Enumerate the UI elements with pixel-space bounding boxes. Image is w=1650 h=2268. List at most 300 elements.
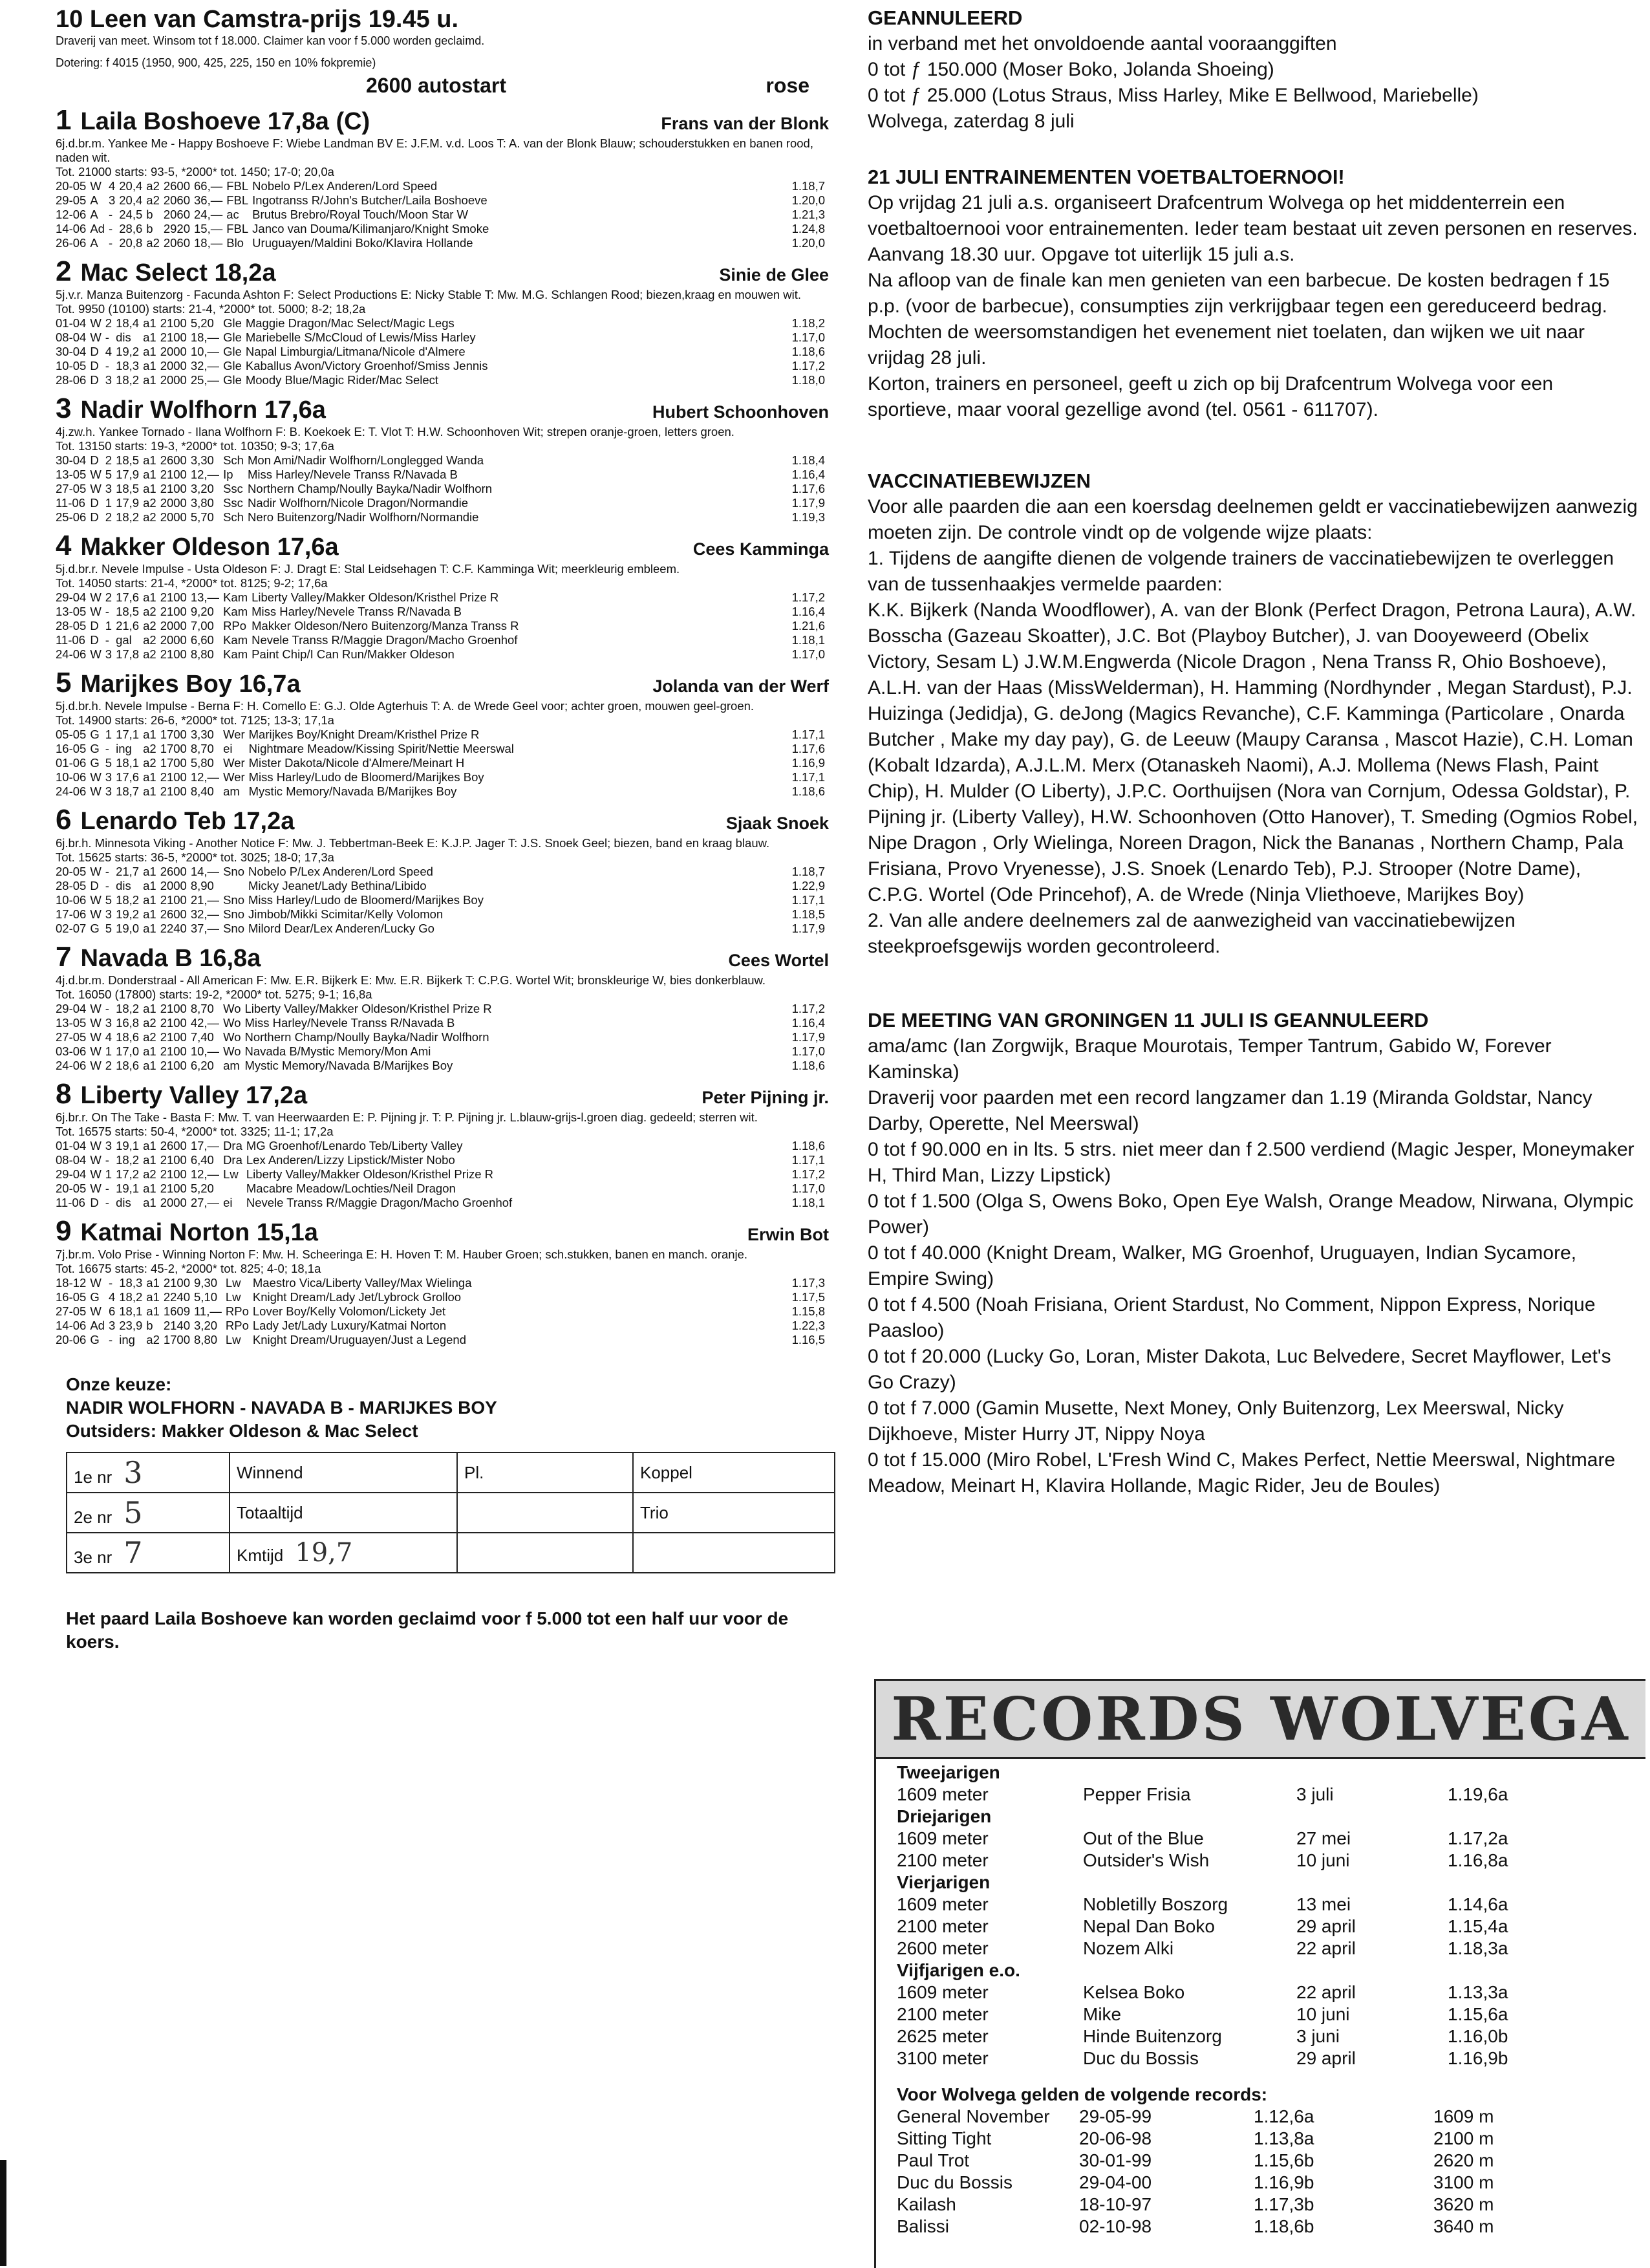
form-cell: Kaballus Avon/Victory Groenhof/Smiss Jennis xyxy=(245,359,488,373)
track-record-cell: 2620 m xyxy=(1433,2150,1494,2170)
horse-header xyxy=(56,1215,829,1247)
track-record-cell: 18-10-97 xyxy=(1079,2194,1152,2214)
form-cell: 6,60 xyxy=(190,633,214,647)
horse-name: Liberty Valley 17,2a xyxy=(80,1082,308,1109)
form-cell: 10-06 xyxy=(56,893,87,907)
form-cell: 14-06 xyxy=(56,222,87,235)
form-cell: 18,3 xyxy=(116,359,140,373)
form-cell: ei xyxy=(223,1196,233,1209)
form-row xyxy=(56,605,829,619)
form-cell: W xyxy=(90,1044,102,1058)
form-cell: - xyxy=(108,1333,113,1346)
track-record-cell: 1.15,6b xyxy=(1254,2150,1314,2170)
records-cell: 1.18,3a xyxy=(1448,1938,1508,1958)
race-conditions: Draverij van meet. Winsom tot f 18.000. Claimer kan voor f 5.000 worden geclaimd. xyxy=(56,34,485,47)
form-table xyxy=(56,865,829,936)
form-cell: Wer xyxy=(223,756,245,770)
form-cell: b xyxy=(146,208,153,221)
form-cell: Wo xyxy=(223,1002,241,1015)
form-cell: 18,2 xyxy=(116,1002,140,1015)
form-cell: Gle xyxy=(223,330,242,344)
form-row xyxy=(56,742,829,756)
form-cell: 1.19,3 xyxy=(791,510,825,524)
form-cell: 12,— xyxy=(190,770,220,784)
form-cell: 1.17,1 xyxy=(791,1153,825,1167)
form-cell: 2 xyxy=(105,453,112,467)
form-cell: a1 xyxy=(143,330,156,344)
form-cell: W xyxy=(90,330,102,344)
form-cell: Marijkes Boy/Knight Dream/Kristhel Prize R xyxy=(248,728,480,741)
form-cell: 1.16,5 xyxy=(791,1333,825,1346)
track-record-cell: 29-05-99 xyxy=(1079,2106,1152,2126)
bet-koppel-cell: Koppel xyxy=(633,1453,835,1493)
form-cell: 2100 xyxy=(160,784,187,798)
records-cell: 1.16,8a xyxy=(1448,1850,1508,1870)
horse-name: Katmai Norton 15,1a xyxy=(80,1219,318,1246)
horse-totals: Tot. 13150 starts: 19-3, *2000* tot. 10350; 9-3; 17,6a xyxy=(56,439,334,453)
form-cell: 15,— xyxy=(194,222,223,235)
form-cell: 10-05 xyxy=(56,359,87,373)
records-group xyxy=(897,1960,1645,2069)
form-cell: 1.17,0 xyxy=(791,1182,825,1195)
records-banner-text: RECORDS WOLVEGA xyxy=(891,1684,1631,1754)
track-record-cell: Kailash xyxy=(897,2194,956,2214)
bet-pos-cell[interactable] xyxy=(67,1533,230,1573)
form-cell: 17,6 xyxy=(116,770,140,784)
form-cell: 17,9 xyxy=(116,468,140,481)
form-cell: RPo xyxy=(225,1304,249,1318)
form-row xyxy=(56,1139,829,1153)
form-cell: 2 xyxy=(105,590,112,604)
form-cell: 10,— xyxy=(190,1044,220,1058)
form-cell: 28-06 xyxy=(56,373,87,387)
form-cell: RPo xyxy=(225,1319,249,1332)
form-cell: 1.17,6 xyxy=(791,482,825,495)
form-cell: 30-04 xyxy=(56,453,87,467)
form-row xyxy=(56,784,829,799)
form-cell: 2100 xyxy=(160,1153,187,1167)
records-group xyxy=(897,1762,1645,1806)
form-cell: 17,9 xyxy=(116,496,140,510)
records-cell: 1609 meter xyxy=(897,1828,989,1848)
form-cell: 3 xyxy=(105,482,112,495)
form-cell: Ssc xyxy=(223,496,243,510)
form-cell: G xyxy=(90,728,100,741)
form-cell: 5 xyxy=(105,922,112,935)
horse-number: 4 xyxy=(56,530,72,561)
bet-pl-cell: Pl. xyxy=(457,1453,633,1493)
records-cell: Nepal Dan Boko xyxy=(1083,1916,1215,1936)
track-record-cell: 29-04-00 xyxy=(1079,2172,1152,2192)
form-cell: Mystic Memory/Navada B/Marijkes Boy xyxy=(248,784,457,798)
records-cell: 1609 meter xyxy=(897,1982,989,2002)
form-cell: 1.17,0 xyxy=(791,1044,825,1058)
form-cell: - xyxy=(105,605,109,618)
form-cell: 1.16,4 xyxy=(791,605,825,618)
form-row xyxy=(56,1333,829,1347)
form-cell: - xyxy=(105,1196,109,1209)
horse-number: 2 xyxy=(56,255,72,287)
horse-entry xyxy=(56,804,829,936)
race-distance-row xyxy=(366,74,809,98)
form-cell: 2060 xyxy=(163,236,191,250)
horse-info: 6j.br.r. On The Take - Basta F: Mw. T. van Heerwaarden E: P. Pijning jr. T: P. Pijning jr. L.blauw-grijs-l.groen diag. gedeeld; sterren wit. xyxy=(56,1110,758,1124)
form-cell: 01-06 xyxy=(56,756,87,770)
form-row xyxy=(56,316,829,330)
form-cell: dis xyxy=(116,1196,131,1209)
form-cell: Uruguayen/Maldini Boko/Klavira Hollande xyxy=(252,236,473,250)
records-category: Driejarigen xyxy=(897,1806,992,1826)
form-cell: 3 xyxy=(105,784,112,798)
form-cell: 2600 xyxy=(163,179,191,193)
form-cell: 11-06 xyxy=(56,1196,85,1209)
bet-pos-cell[interactable] xyxy=(67,1493,230,1533)
form-cell: 17,6 xyxy=(116,590,140,604)
form-cell: 3 xyxy=(108,1319,116,1332)
horse-number: 5 xyxy=(56,667,72,698)
horse-driver: Hubert Schoonhoven xyxy=(652,402,829,422)
form-cell: 29-05 xyxy=(56,193,87,207)
form-cell: Macabre Meadow/Lochties/Neil Dragon xyxy=(246,1182,456,1195)
form-cell: a1 xyxy=(143,1182,156,1195)
form-cell: Wer xyxy=(223,728,245,741)
form-cell: 1.18,7 xyxy=(791,865,825,878)
form-cell: D xyxy=(90,359,99,373)
form-cell: A xyxy=(90,236,98,250)
horse-header xyxy=(56,667,829,699)
form-cell: 2100 xyxy=(160,1002,187,1015)
vaccinatie-title: VACCINATIEBEWIJZEN xyxy=(868,470,1091,492)
form-cell: Milord Dear/Lex Anderen/Lucky Go xyxy=(248,922,434,935)
form-cell: ing xyxy=(116,742,132,755)
form-row xyxy=(56,770,829,784)
horse-header xyxy=(56,104,829,136)
form-cell: 17-06 xyxy=(56,907,87,921)
horse-name: Nadir Wolfhorn 17,6a xyxy=(80,396,326,424)
choice-label: Onze keuze: xyxy=(66,1374,172,1394)
form-cell: 2140 xyxy=(163,1319,191,1332)
records-cell: Nobletilly Boszorg xyxy=(1083,1894,1228,1914)
form-cell: W xyxy=(90,179,102,193)
form-cell: - xyxy=(108,222,113,235)
records-cell: 27 mei xyxy=(1296,1828,1351,1848)
form-cell: Wo xyxy=(223,1044,241,1058)
groningen-line: 0 tot f 4.500 (Noah Frisiana, Orient Stardust, No Comment, Nippon Express, Norique Paasloo) xyxy=(868,1294,1596,1341)
form-cell: 1 xyxy=(105,496,112,510)
form-cell: - xyxy=(105,1153,109,1167)
records-body xyxy=(876,1759,1645,2238)
form-cell: 2 xyxy=(105,316,112,330)
form-cell: 1.18,7 xyxy=(791,179,825,193)
form-cell: W xyxy=(90,590,102,604)
records-row xyxy=(897,2003,1577,2025)
form-cell: 2240 xyxy=(160,922,187,935)
form-cell: Knight Dream/Lady Jet/Lybrock Grolloo xyxy=(252,1290,462,1304)
form-cell: a1 xyxy=(143,922,156,935)
form-cell: 18,6 xyxy=(116,1030,140,1044)
form-cell: a1 xyxy=(146,1304,160,1318)
form-cell: Sno xyxy=(223,922,244,935)
form-row xyxy=(56,345,829,359)
groningen-line: ama/amc (Ian Zorgwijk, Braque Mourotais, Temper Tantrum, Gabido W, Forever Kaminska) xyxy=(868,1035,1552,1083)
form-cell: 8,70 xyxy=(190,742,214,755)
form-cell: Ssc xyxy=(223,482,243,495)
bet-trio-cell: Trio xyxy=(633,1493,835,1533)
form-table xyxy=(56,1139,829,1210)
form-cell: Lw xyxy=(223,1167,239,1181)
form-cell: 2100 xyxy=(160,316,187,330)
form-cell: Miss Harley/Nevele Transs R/Navada B xyxy=(252,605,462,618)
track-record-cell: Paul Trot xyxy=(897,2150,970,2170)
form-cell: 3 xyxy=(105,647,112,661)
handwritten-kmtijd: 19,7 xyxy=(295,1538,353,1568)
form-cell: 2100 xyxy=(160,1167,187,1181)
form-cell: 2100 xyxy=(160,893,187,907)
form-cell: D xyxy=(90,1196,99,1209)
form-cell: 27-05 xyxy=(56,1030,87,1044)
records-cell: 22 april xyxy=(1296,1982,1356,2002)
form-cell: gal xyxy=(116,633,132,647)
form-cell: Ingotranss R/John's Butcher/Laila Boshoeve xyxy=(252,193,488,207)
form-cell: 2100 xyxy=(160,1182,187,1195)
form-row xyxy=(56,373,829,387)
records-cell: 2100 meter xyxy=(897,2004,989,2024)
track-record-cell: 3620 m xyxy=(1433,2194,1494,2214)
bet-empty-cell xyxy=(457,1533,633,1573)
form-cell: FBL xyxy=(226,179,249,193)
horse-name: Navada B 16,8a xyxy=(80,945,261,972)
horse-number: 6 xyxy=(56,804,72,836)
form-cell: D xyxy=(90,633,99,647)
horse-driver: Sjaak Snoek xyxy=(725,814,829,833)
form-cell: - xyxy=(105,1002,109,1015)
form-cell: 1.18,4 xyxy=(791,453,825,467)
form-cell: D xyxy=(90,619,99,632)
form-cell: 2100 xyxy=(160,1044,187,1058)
form-cell: 30-04 xyxy=(56,345,87,358)
form-cell: Micky Jeanet/Lady Bethina/Libido xyxy=(248,879,427,892)
horse-name-line xyxy=(56,667,301,699)
form-cell: 16,8 xyxy=(116,1016,140,1030)
horse-totals: Tot. 15625 starts: 36-5, *2000* tot. 3025; 18-0; 17,3a xyxy=(56,850,334,864)
horse-number: 9 xyxy=(56,1215,72,1247)
form-row xyxy=(56,633,829,647)
records-row xyxy=(897,1982,1577,2003)
form-cell: 3,20 xyxy=(190,482,214,495)
horse-name-line xyxy=(56,1215,318,1247)
form-cell: a2 xyxy=(146,193,160,207)
track-record-cell: 1.16,9b xyxy=(1254,2172,1314,2192)
form-cell: FBL xyxy=(226,222,249,235)
form-cell: 8,70 xyxy=(190,1002,214,1015)
groningen-title: DE MEETING VAN GRONINGEN 11 JULI IS GEANNULEERD xyxy=(868,1009,1429,1031)
form-cell: 4 xyxy=(108,179,116,193)
records-cell: 1.13,3a xyxy=(1448,1982,1508,2002)
form-cell: Makker Oldeson/Nero Buitenzorg/Manza Transs R xyxy=(252,619,519,632)
form-cell: 4 xyxy=(105,345,112,358)
records-cell: 2625 meter xyxy=(897,2026,989,2046)
form-cell: 24,— xyxy=(194,208,223,221)
form-cell: 1.21,3 xyxy=(791,208,825,221)
form-cell: 10,— xyxy=(190,345,220,358)
bet-row xyxy=(67,1533,835,1573)
form-table xyxy=(56,1002,829,1073)
form-cell: a1 xyxy=(143,784,156,798)
form-cell: Jimbob/Mikki Scimitar/Kelly Volomon xyxy=(248,907,444,921)
records-row xyxy=(897,1850,1577,1872)
horse-header xyxy=(56,804,829,836)
form-cell: 20,4 xyxy=(119,179,143,193)
form-row xyxy=(56,222,829,236)
form-cell: 12-06 xyxy=(56,208,87,221)
form-cell: Kam xyxy=(223,605,248,618)
form-cell: Knight Dream/Uruguayen/Just a Legend xyxy=(252,1333,466,1346)
form-cell: 24,5 xyxy=(119,208,143,221)
form-cell: 27-05 xyxy=(56,1304,87,1318)
form-cell: Nobelo P/Lex Anderen/Lord Speed xyxy=(248,865,433,878)
form-cell: a2 xyxy=(143,1016,156,1030)
form-cell: D xyxy=(90,496,99,510)
form-cell: 13-05 xyxy=(56,468,87,481)
form-cell: 2000 xyxy=(160,510,187,524)
form-cell: 02-07 xyxy=(56,922,87,935)
form-cell: Liberty Valley/Makker Oldeson/Kristhel Prize R xyxy=(244,1002,492,1015)
form-cell: 8,80 xyxy=(194,1333,218,1346)
form-row xyxy=(56,193,829,208)
form-cell: 1.15,8 xyxy=(791,1304,825,1318)
form-cell: a2 xyxy=(143,510,156,524)
form-cell: 18,4 xyxy=(116,316,140,330)
form-cell: 18,1 xyxy=(116,756,140,770)
horse-totals: Tot. 16675 starts: 45-2, *2000* tot. 825; 4-0; 18,1a xyxy=(56,1262,321,1275)
bet-type-cell[interactable] xyxy=(230,1533,457,1573)
form-cell: 6 xyxy=(108,1304,116,1318)
form-cell: Kam xyxy=(223,647,248,661)
form-cell: Lw xyxy=(225,1333,241,1346)
form-cell: Janco van Douma/Kilimanjaro/Knight Smoke xyxy=(252,222,489,235)
bet-row xyxy=(67,1493,835,1533)
form-cell: 3 xyxy=(108,193,116,207)
form-cell: 16-05 xyxy=(56,1290,87,1304)
track-record-cell: Balissi xyxy=(897,2216,949,2236)
records-category: Tweejarigen xyxy=(897,1762,1000,1782)
form-cell: 17,8 xyxy=(116,647,140,661)
form-cell: 2600 xyxy=(160,865,187,878)
form-row xyxy=(56,510,829,524)
form-row xyxy=(56,1002,829,1016)
bet-pos-cell[interactable] xyxy=(67,1453,230,1493)
form-cell: W xyxy=(90,893,102,907)
form-cell xyxy=(223,879,248,893)
form-cell: 18,2 xyxy=(119,1290,143,1304)
form-cell: W xyxy=(90,647,102,661)
form-cell: 3,30 xyxy=(190,453,214,467)
form-row xyxy=(56,1304,829,1319)
form-cell: Nadir Wolfhorn/Nicole Dragon/Normandie xyxy=(247,496,468,510)
form-cell: a1 xyxy=(143,865,156,878)
records-groups xyxy=(897,1762,1645,2069)
vaccinatie-paragraph: Voor alle paarden die aan een koersdag deelnemen geldt er vaccinatiebewijzen aanwezig moeten zijn. De controle vindt op de volgende wijze plaats: xyxy=(868,496,1638,543)
form-cell: D xyxy=(90,453,99,467)
form-row xyxy=(56,756,829,770)
form-cell: W xyxy=(90,1002,102,1015)
track-record-row xyxy=(897,2150,1563,2172)
form-cell: 1.16,4 xyxy=(791,468,825,481)
form-cell: 1609 xyxy=(163,1304,191,1318)
horse-info: 5j.d.br.h. Nevele Impulse - Berna F: H. Comello E: G.J. Olde Agterhuis T: A. de Wrede Geel voor; achter groen, mouwen geel-groen. xyxy=(56,699,755,713)
form-cell: Gle xyxy=(223,316,242,330)
form-cell: 2600 xyxy=(160,907,187,921)
form-cell: 1 xyxy=(105,619,112,632)
form-cell: 1.17,6 xyxy=(791,742,825,755)
groningen-line: 0 tot f 15.000 (Miro Robel, L'Fresh Wind C, Makes Perfect, Nettie Meerswal, Nightmare Meadow, Meinart H, Klavira Hollande, Magic Rider, Jeu de Boules) xyxy=(868,1449,1616,1496)
form-cell: 1.18,1 xyxy=(791,633,825,647)
horse-header xyxy=(56,530,829,562)
records-row xyxy=(897,1938,1577,1960)
form-cell: 1.18,1 xyxy=(791,1196,825,1209)
track-record-cell: 1609 m xyxy=(1433,2106,1494,2126)
records-cell: 2600 meter xyxy=(897,1938,989,1958)
form-row xyxy=(56,1319,829,1333)
handwritten-number: 7 xyxy=(123,1535,143,1570)
form-cell: G xyxy=(90,742,100,755)
bet-empty-cell xyxy=(633,1533,835,1573)
form-row xyxy=(56,619,829,633)
form-cell: W xyxy=(90,770,102,784)
form-cell: Napal Limburgia/Litmana/Nicole d'Almere xyxy=(245,345,466,358)
form-row xyxy=(56,496,829,510)
records-row xyxy=(897,1784,1577,1806)
form-cell: 1.22,3 xyxy=(791,1319,825,1332)
form-cell: Lw xyxy=(225,1276,241,1290)
records-cell: 1.16,0b xyxy=(1448,2026,1508,2046)
vaccinatie-paragraph: 2. Van alle andere deelnemers zal de aanwezigheid van vaccinatiebewijzen steekproefsgewijs worden gecontroleerd. xyxy=(868,910,1516,957)
form-row xyxy=(56,1016,829,1030)
form-cell: 1.24,8 xyxy=(791,222,825,235)
horse-name: Lenardo Teb 17,2a xyxy=(80,808,295,835)
form-cell: Wer xyxy=(223,770,245,784)
form-cell: 6,40 xyxy=(190,1153,214,1167)
horse-entry xyxy=(56,104,829,250)
track-record-cell: 20-06-98 xyxy=(1079,2128,1152,2148)
notices-column xyxy=(868,5,1641,1499)
form-cell: W xyxy=(90,1182,102,1195)
form-cell: a2 xyxy=(143,619,156,632)
vaccinatie-paragraph: K.K. Bijkerk (Nanda Woodflower), A. van der Blonk (Perfect Dragon, Petrona Laura), A.W. Bosscha (Gazeau Skoatter), J.C. Bot (Playboy Butcher), J. van Dooyeweerd (Obelix Victory, Sesam L) J.W.M.Engwerda (Nicole Dragon , Nena Transs R, Ohio Boshoeve), A.L.H. van der Haas (MissWelderman), H. Hamming (Nordhynder , Megan Stardust), P.J. Huizinga (Jedidja), G. deJong (Magics Revanche), C.F. Kamminga (Particolare , Onarda Butcher , Make my day pay), G. de Leeuw (Maupy Caransa , Mascot Hazie), C.H. Loman (Kobalt Idzarda), A.J.L.M. Merx (Otanaskeh Naomi), A.J. Mollema (News Flash, Paint Chip), H. Mulder (O Liberty), J.P.C. Oorthuijsen (Nora van Cornjum, Odessa Goldstar), P. Pijning jr. (Liberty Valley), H.W. Schoonhoven (Otto Hanover), T. Smeding (Ogmios Robel, Nipe Dragon , Orly Wielinga, Noreen Dragon, Nick the Bananas , Northern Champ, Pala Frisiana, Provo Vryenesse), J.S. Snoek (Lenardo Teb), P.J. Strooper (Notre Dame), C.P.G. Wortel (Ode Princehof), A. de Wrede (Ninja Vliethoeve, Marijkes Boy) xyxy=(868,599,1638,905)
form-cell: 18,— xyxy=(194,236,223,250)
groningen-section xyxy=(868,1008,1641,1499)
form-cell: Paint Chip/I Can Run/Makker Oldeson xyxy=(252,647,455,661)
form-row xyxy=(56,907,829,922)
form-row xyxy=(56,1153,829,1167)
form-row xyxy=(56,453,829,468)
records-cell: 3100 meter xyxy=(897,2048,989,2068)
form-cell: Miss Harley/Ludo de Bloomerd/Marijkes Boy xyxy=(248,770,484,784)
form-cell: 28,6 xyxy=(119,222,143,235)
form-cell: a1 xyxy=(143,879,156,892)
track-record-cell: 3100 m xyxy=(1433,2172,1494,2192)
form-row xyxy=(56,728,829,742)
form-cell: 14-06 xyxy=(56,1319,87,1332)
horse-entry xyxy=(56,1078,829,1210)
form-cell: 18,5 xyxy=(116,453,140,467)
track-record-row xyxy=(897,2194,1563,2216)
form-cell: 66,— xyxy=(194,179,223,193)
horse-info: 6j.br.h. Minnesota Viking - Another Notice F: Mw. J. Tebbertman-Beek E: K.J.P. Jager T: J.S. Snoek Geel; biezen, band en kraag blauw. xyxy=(56,836,770,850)
form-cell: 18,2 xyxy=(116,1153,140,1167)
form-cell: D xyxy=(90,373,99,387)
form-cell: Dra xyxy=(223,1139,242,1152)
